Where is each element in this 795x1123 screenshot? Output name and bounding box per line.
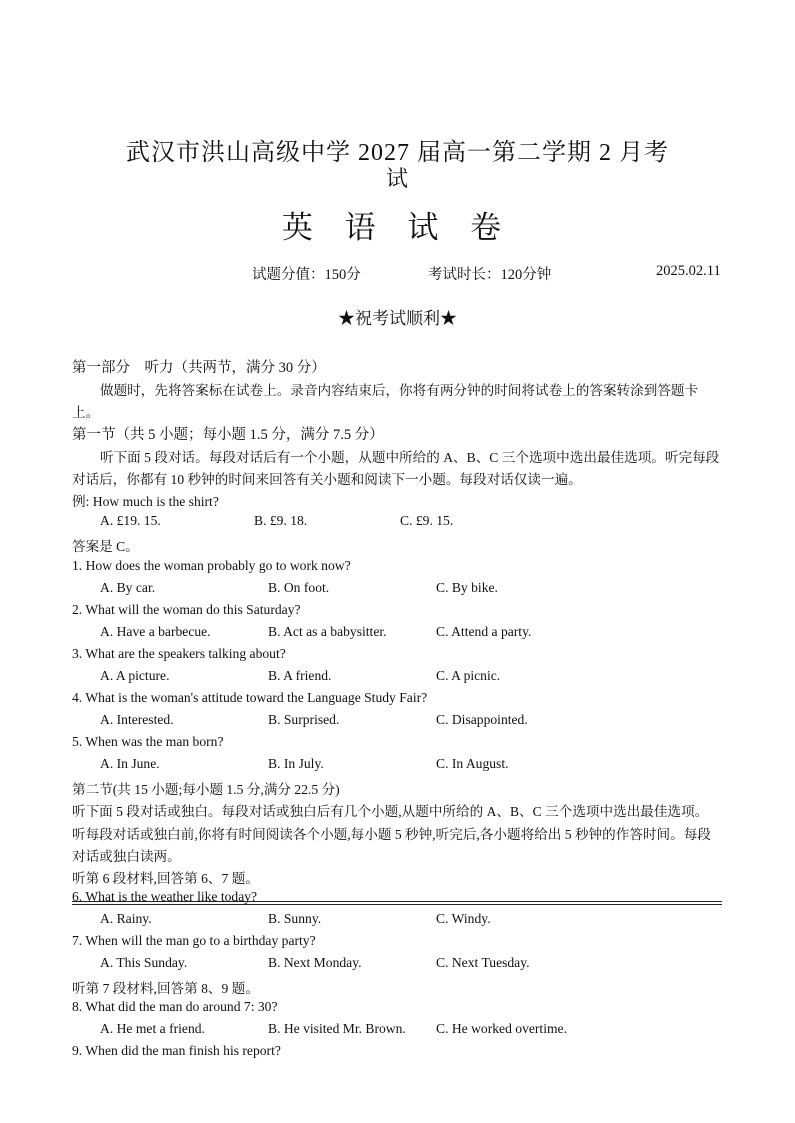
part1-heading: 第一部分 听力（共两节，满分 30 分） xyxy=(72,360,326,376)
option-b: B. On foot. xyxy=(268,580,330,595)
question-text: 4. What is the woman's attitude toward the Language Study Fair? xyxy=(72,690,428,705)
option-a: A. Rainy. xyxy=(100,911,152,926)
material-7-note: 听第 7 段材料,回答第 8、9 题。 xyxy=(72,981,259,996)
section2-heading: 第二节(共 15 小题;每小题 1.5 分,满分 22.5 分) xyxy=(72,782,340,797)
option-c: C. Attend a party. xyxy=(436,624,532,639)
question-text: 5. When was the man born? xyxy=(72,734,224,749)
option-a: A. This Sunday. xyxy=(100,955,188,970)
section2-instruction-cont: 听每段对话或独白前,你将有时间阅读各个小题,每小题 5 秒钟,听完后,各小题将给出 5 秒钟的作答时间。每段 xyxy=(72,827,711,842)
example-option-a: A. £19. 15. xyxy=(100,513,161,528)
option-a: A. He met a friend. xyxy=(100,1021,205,1036)
exam-title-continued: 试 xyxy=(385,166,409,191)
part1-instruction-cont: 上。 xyxy=(72,405,100,420)
option-c: C. By bike. xyxy=(436,580,498,595)
section1-heading: 第一节（共 5 小题；每小题 1.5 分，满分 7.5 分） xyxy=(72,427,384,443)
exam-title: 武汉市洪山高级中学 2027 届高一第二学期 2 月考 xyxy=(126,140,669,166)
example-answer: 答案是 C。 xyxy=(72,539,139,554)
question-text: 6. What is the weather like today? xyxy=(72,889,258,904)
option-a: A. In June. xyxy=(100,756,160,771)
option-b: B. He visited Mr. Brown. xyxy=(268,1021,406,1036)
option-c: C. In August. xyxy=(436,756,509,771)
example-option-c: C. £9. 15. xyxy=(400,513,454,528)
option-b: B. Sunny. xyxy=(268,911,322,926)
material-6-note: 听第 6 段材料,回答第 6、7 题。 xyxy=(72,871,259,886)
divider-line xyxy=(72,901,722,902)
option-b: B. Next Monday. xyxy=(268,955,362,970)
question-text: 2. What will the woman do this Saturday? xyxy=(72,602,301,617)
option-c: C. Next Tuesday. xyxy=(436,955,530,970)
option-a: A. Interested. xyxy=(100,712,174,727)
exam-date: 2025.02.11 xyxy=(656,263,721,279)
question-text: 8. What did the man do around 7: 30? xyxy=(72,999,278,1014)
option-a: A. Have a barbecue. xyxy=(100,624,211,639)
good-luck-banner: ★祝考试顺利★ xyxy=(338,309,457,328)
example-question: 例: How much is the shirt? xyxy=(72,494,219,509)
option-c: C. Windy. xyxy=(436,911,491,926)
option-b: B. A friend. xyxy=(268,668,332,683)
question-text: 9. When did the man finish his report? xyxy=(72,1043,281,1058)
section2-instruction-end: 对话或独白读两。 xyxy=(72,849,181,864)
part1-instruction: 做题时，先将答案标在试卷上。录音内容结束后，你将有两分钟的时间将试卷上的答案转涂到答题卡 xyxy=(100,383,699,398)
option-c: C. Disappointed. xyxy=(436,712,528,727)
option-a: A. A picture. xyxy=(100,668,170,683)
option-b: B. Surprised. xyxy=(268,712,340,727)
option-b: B. In July. xyxy=(268,756,324,771)
question-text: 3. What are the speakers talking about? xyxy=(72,646,286,661)
section1-instruction: 听下面 5 段对话。每段对话后有一个小题，从题中所给的 A、B、C 三个选项中选出最佳选项。听完每段 xyxy=(100,450,720,465)
subject-title: 英 语 试 卷 xyxy=(281,210,514,245)
section1-instruction-cont: 对话后，你都有 10 秒钟的时间来回答有关小题和阅读下一小题。每段对话仅读一遍。 xyxy=(72,472,582,487)
option-a: A. By car. xyxy=(100,580,156,595)
example-option-b: B. £9. 18. xyxy=(254,513,308,528)
section2-instruction: 听下面 5 段对话或独白。每段对话或独白后有几个小题,从题中所给的 A、B、C 三个选项中选出最佳选项。 xyxy=(72,804,709,819)
option-c: C. He worked overtime. xyxy=(436,1021,567,1036)
question-text: 1. How does the woman probably go to work now? xyxy=(72,558,351,573)
question-text: 7. When will the man go to a birthday party? xyxy=(72,933,316,948)
option-b: B. Act as a babysitter. xyxy=(268,624,387,639)
divider-line xyxy=(72,904,722,905)
option-c: C. A picnic. xyxy=(436,668,501,683)
score-info: 试题分值：150分 xyxy=(252,267,361,283)
duration-info: 考试时长：120分钟 xyxy=(428,267,552,283)
